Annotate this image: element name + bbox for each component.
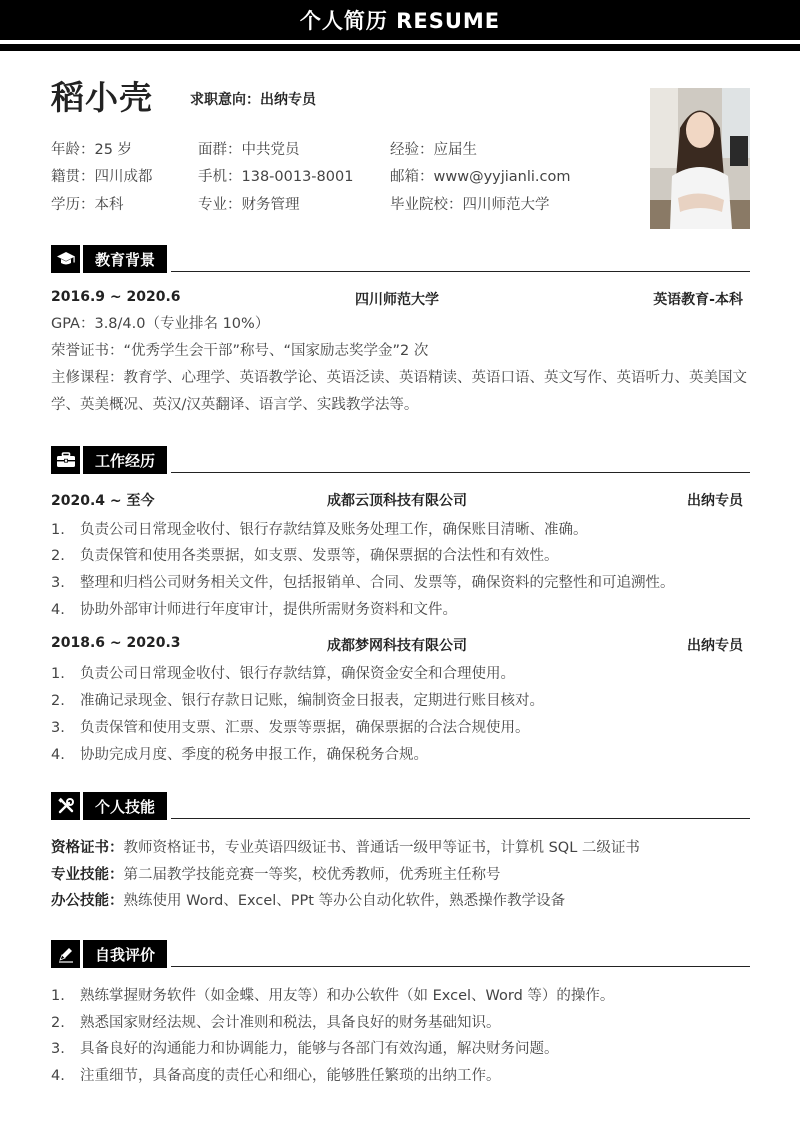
job-company: 成都梦网科技有限公司 (327, 638, 467, 654)
list-item: 3. 具备良好的沟通能力和协调能力，能够与各部门有效沟通，解决财务问题。 (51, 1041, 559, 1057)
list-item: 1. 负责公司日常现金收付、银行存款结算及账务处理工作，确保账目清晰、准确。 (51, 522, 588, 538)
list-item: 4. 协助外部审计师进行年度审计，提供所需财务资料和文件。 (51, 602, 457, 618)
section-title: 工作经历 (83, 446, 167, 474)
education-gpa: GPA：3.8/4.0（专业排名 10%） (51, 316, 270, 332)
info-email: 邮箱：www@yyjianli.com (390, 169, 571, 185)
info-politics: 面群：中共党员 (198, 142, 300, 158)
info-age: 年龄：25 岁 (51, 142, 133, 158)
info-degree: 学历：本科 (51, 197, 124, 213)
list-item: 2. 准确记录现金、银行存款日记账，编制资金日报表，定期进行账目核对。 (51, 693, 544, 709)
section-title: 教育背景 (83, 245, 167, 273)
section-rule (171, 271, 750, 272)
education-school: 四川师范大学 (355, 292, 439, 308)
list-item: 3. 负责保管和使用支票、汇票、发票等票据，确保票据的合法合规使用。 (51, 720, 530, 736)
education-honors: 荣誉证书：“优秀学生会干部”称号、“国家励志奖学金”2 次 (51, 343, 429, 359)
education-major: 英语教育-本科 (653, 292, 743, 308)
section-rule (171, 472, 750, 473)
list-item: 1. 负责公司日常现金收付、银行存款结算，确保资金安全和合理使用。 (51, 666, 515, 682)
info-phone: 手机：138-0013-8001 (198, 169, 354, 185)
education-courses: 主修课程：教育学、心理学、英语教学论、英语泛读、英语精读、英语口语、英文写作、英语听力、英美国文学、英美概况、英汉/汉英翻译、语言学、实践教学法等。 (51, 370, 747, 413)
skill-certificates: 资格证书：教师资格证书，专业英语四级证书、普通话一级甲等证书，计算机 SQL 二级证书 (51, 840, 640, 856)
skill-professional: 专业技能：第二届教学技能竞赛一等奖，校优秀教师，优秀班主任称号 (51, 867, 501, 883)
list-item: 2. 负责保管和使用各类票据，如支票、发票等，确保票据的合法性和有效性。 (51, 548, 559, 564)
section-title: 个人技能 (83, 792, 167, 820)
job-period: 2020.4 ~ 至今 (51, 493, 155, 509)
tools-icon (51, 792, 80, 820)
info-experience: 经验：应届生 (390, 142, 477, 158)
header-divider (0, 44, 800, 51)
list-item: 4. 协助完成月度、季度的税务申报工作，确保税务合规。 (51, 747, 428, 763)
section-rule (171, 818, 750, 819)
job-role: 出纳专员 (687, 638, 743, 654)
job-header-row (51, 490, 743, 512)
job-company: 成都云顶科技有限公司 (327, 493, 467, 509)
list-item: 2. 熟悉国家财经法规、会计准则和税法，具备良好的财务基础知识。 (51, 1015, 501, 1031)
job-intent: 求职意向：出纳专员 (190, 92, 316, 108)
section-title: 自我评价 (83, 940, 167, 968)
info-major: 专业：财务管理 (198, 197, 300, 213)
resume-title: 个人简历 RESUME (299, 9, 501, 33)
skill-office: 办公技能：熟练使用 Word、Excel、PPt 等办公自动化软件，熟悉操作教学设备 (51, 893, 566, 909)
education-header-row (51, 289, 743, 311)
candidate-name: 稻小壳 (51, 78, 153, 117)
section-education (51, 245, 750, 275)
list-item: 3. 整理和归档公司财务相关文件，包括报销单、合同、发票等，确保资料的完整性和可追溯性。 (51, 575, 675, 591)
info-hometown: 籍贯：四川成都 (51, 169, 153, 185)
section-skills (51, 792, 750, 822)
section-rule (171, 966, 750, 967)
job-period: 2018.6 ~ 2020.3 (51, 635, 181, 651)
job-role: 出纳专员 (687, 493, 743, 509)
pen-icon (51, 940, 80, 968)
profile-photo (650, 88, 750, 229)
list-item: 4. 注重细节，具备高度的责任心和细心，能够胜任繁琐的出纳工作。 (51, 1068, 501, 1084)
section-self-evaluation (51, 940, 750, 970)
briefcase-icon (51, 446, 80, 474)
resume-title-bar (0, 0, 800, 40)
job-header-row (51, 635, 743, 657)
info-school: 毕业院校：四川师范大学 (390, 197, 550, 213)
graduation-cap-icon (51, 245, 80, 273)
list-item: 1. 熟练掌握财务软件（如金蝶、用友等）和办公软件（如 Excel、Word 等）的操作。 (51, 988, 615, 1004)
education-period: 2016.9 ~ 2020.6 (51, 289, 181, 305)
section-work (51, 446, 750, 476)
